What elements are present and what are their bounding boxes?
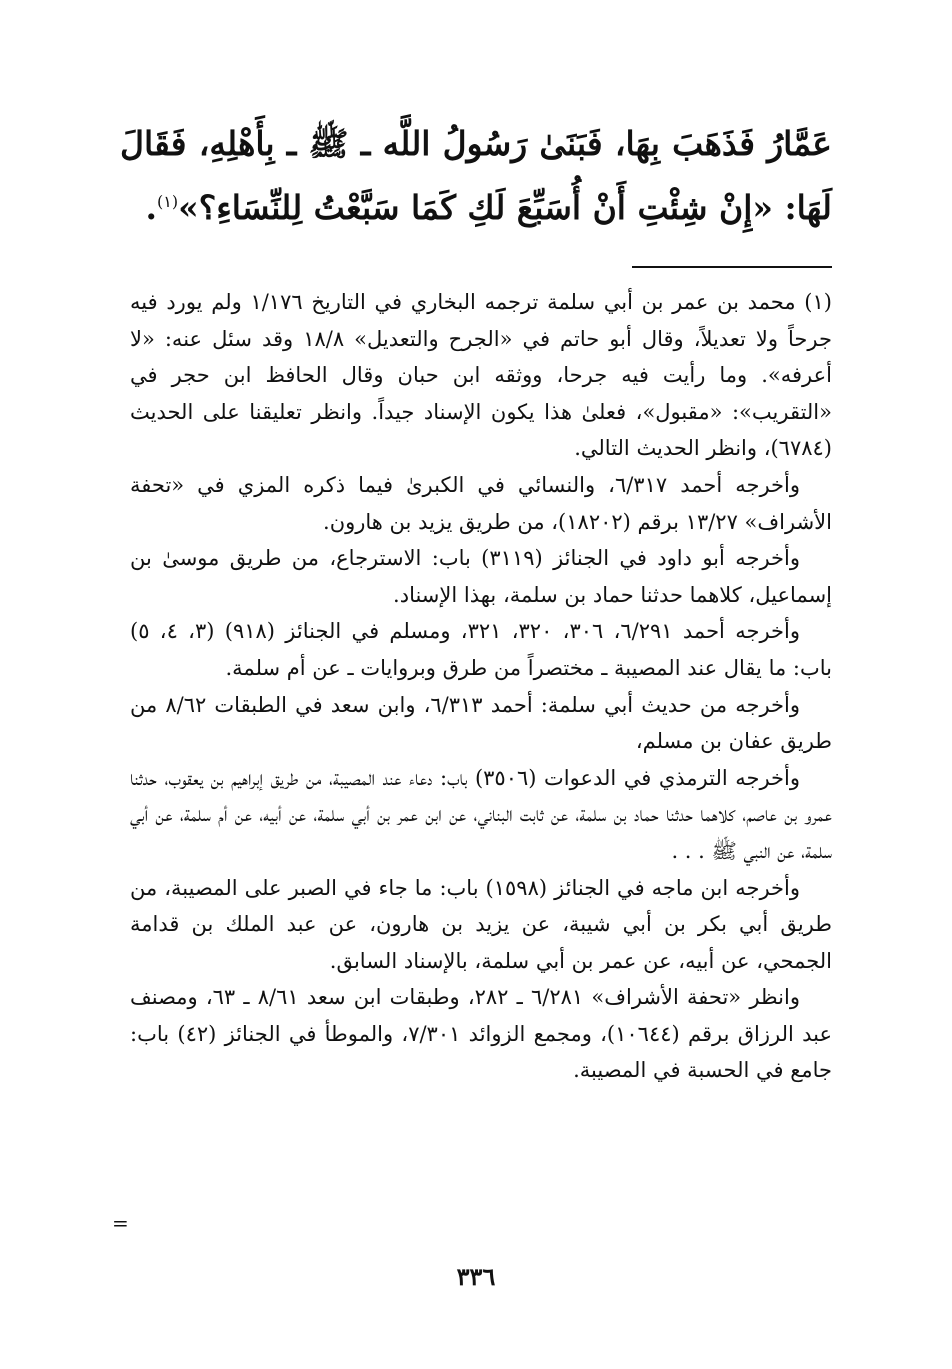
footnote-separator [632,266,832,268]
footnote-paragraph: وأخرجه أحمد ٦/٣١٧، والنسائي في الكبرىٰ فيما ذكره المزي في «تحفة الأشراف» ١٣/٢٧ برقم (١٨٢٠٢)، من طريق يزيد بن هارون. [130,472,832,534]
main-text-end-punct: . [145,188,157,227]
footnote-paragraph: (١) محمد بن عمر بن أبي سلمة ترجمه البخاري في التاريخ ١/١٧٦ ولم يورد فيه جرحاً ولا تعديلاً، وقال أبو حاتم في «الجرح والتعديل» ١٨/٨ وقد سئل عنه: «لا أعرفه». وما رأيت فيه جرحا، ووثقه ابن حبان وقال الحافظ ابن حجر في «التقريب»: «مقبول»، فعلىٰ هذا يكون الإسناد جيداً. وانظر تعليقنا على الحديث (٦٧٨٤)، وانظر الحديث التالي. [130,290,832,461]
main-hadith-text [120,112,832,240]
footnote-paragraph: وانظر «تحفة الأشراف» ٦/٢٨١ ـ ٢٨٢، وطبقات ابن سعد ٨/٦١ ـ ٦٣، ومصنف عبد الرزاق برقم (١٠٦٤٤)، ومجمع الزوائد ٧/٣٠١، والموطأ في الجنائز (٤٢) باب: جامع في الحسبة في المصيبة. [130,985,832,1083]
footnote-paragraph: وأخرجه أحمد ٦/٢٩١، ٣٠٦، ٣٢٠، ٣٢١، ومسلم في الجنائز (٩١٨) (٣، ٤، ٥) باب: ما يقال عند المصيبة ـ مختصراً من طرق وبروايات ـ عن أم سلمة. [130,619,832,680]
main-text-body: عَمَّارُ فَذَهَبَ بِهَا، فَبَنَىٰ رَسُولُ اللَّه ـ ﷺ ـ بِأَهْلِهِ، فَقَالَ لَهَا: «إِنْ شِئْتِ أَنْ أُسَبِّعَ لَكِ كَمَا سَبَّعْتُ لِلنِّسَاءِ؟» [120,124,832,227]
continuation-mark: = [112,1211,129,1235]
footnote-paragraph: وأخرجه ابن ماجه في الجنائز (١٥٩٨) باب: ما جاء في الصبر على المصيبة، من طريق أبي بكر بن أبي شيبة، عن يزيد بن هارون، عن عبد الملك بن قدامة الجمحي، عن أبيه، عن عمر بن أبي سلمة، بالإسناد السابق. [130,875,832,973]
footnote-paragraph: وأخرجه الترمذي في الدعوات (٣٥٠٦) باب: دعاء عند المصيبة، من طريق إبراهيم بن يعقوب، حدثنا عمرو بن عاصم، كلاهما حدثنا حماد بن سلمة، عن ثابت البناني، عن ابن عمر بن أبي سلمة، عن أبيه، عن أم سلمة، عن أبي سلمة، عن النبي ﷺ . . . [130,765,832,863]
footnote-paragraph: وأخرجه أبو داود في الجنائز (٣١١٩) باب: الاسترجاع، من طريق موسىٰ بن إسماعيل، كلاهما حدثنا حماد بن سلمة، بهذا الإسناد. [130,546,832,607]
page-number: ٣٣٦ [456,1262,496,1291]
footnotes-section [130,284,832,1089]
footnote-reference: (١) [156,192,179,211]
footnote-paragraph: وأخرجه من حديث أبي سلمة: أحمد ٦/٣١٣، وابن سعد في الطبقات ٨/٦٢ من طريق عفان بن مسلم، [130,692,832,754]
